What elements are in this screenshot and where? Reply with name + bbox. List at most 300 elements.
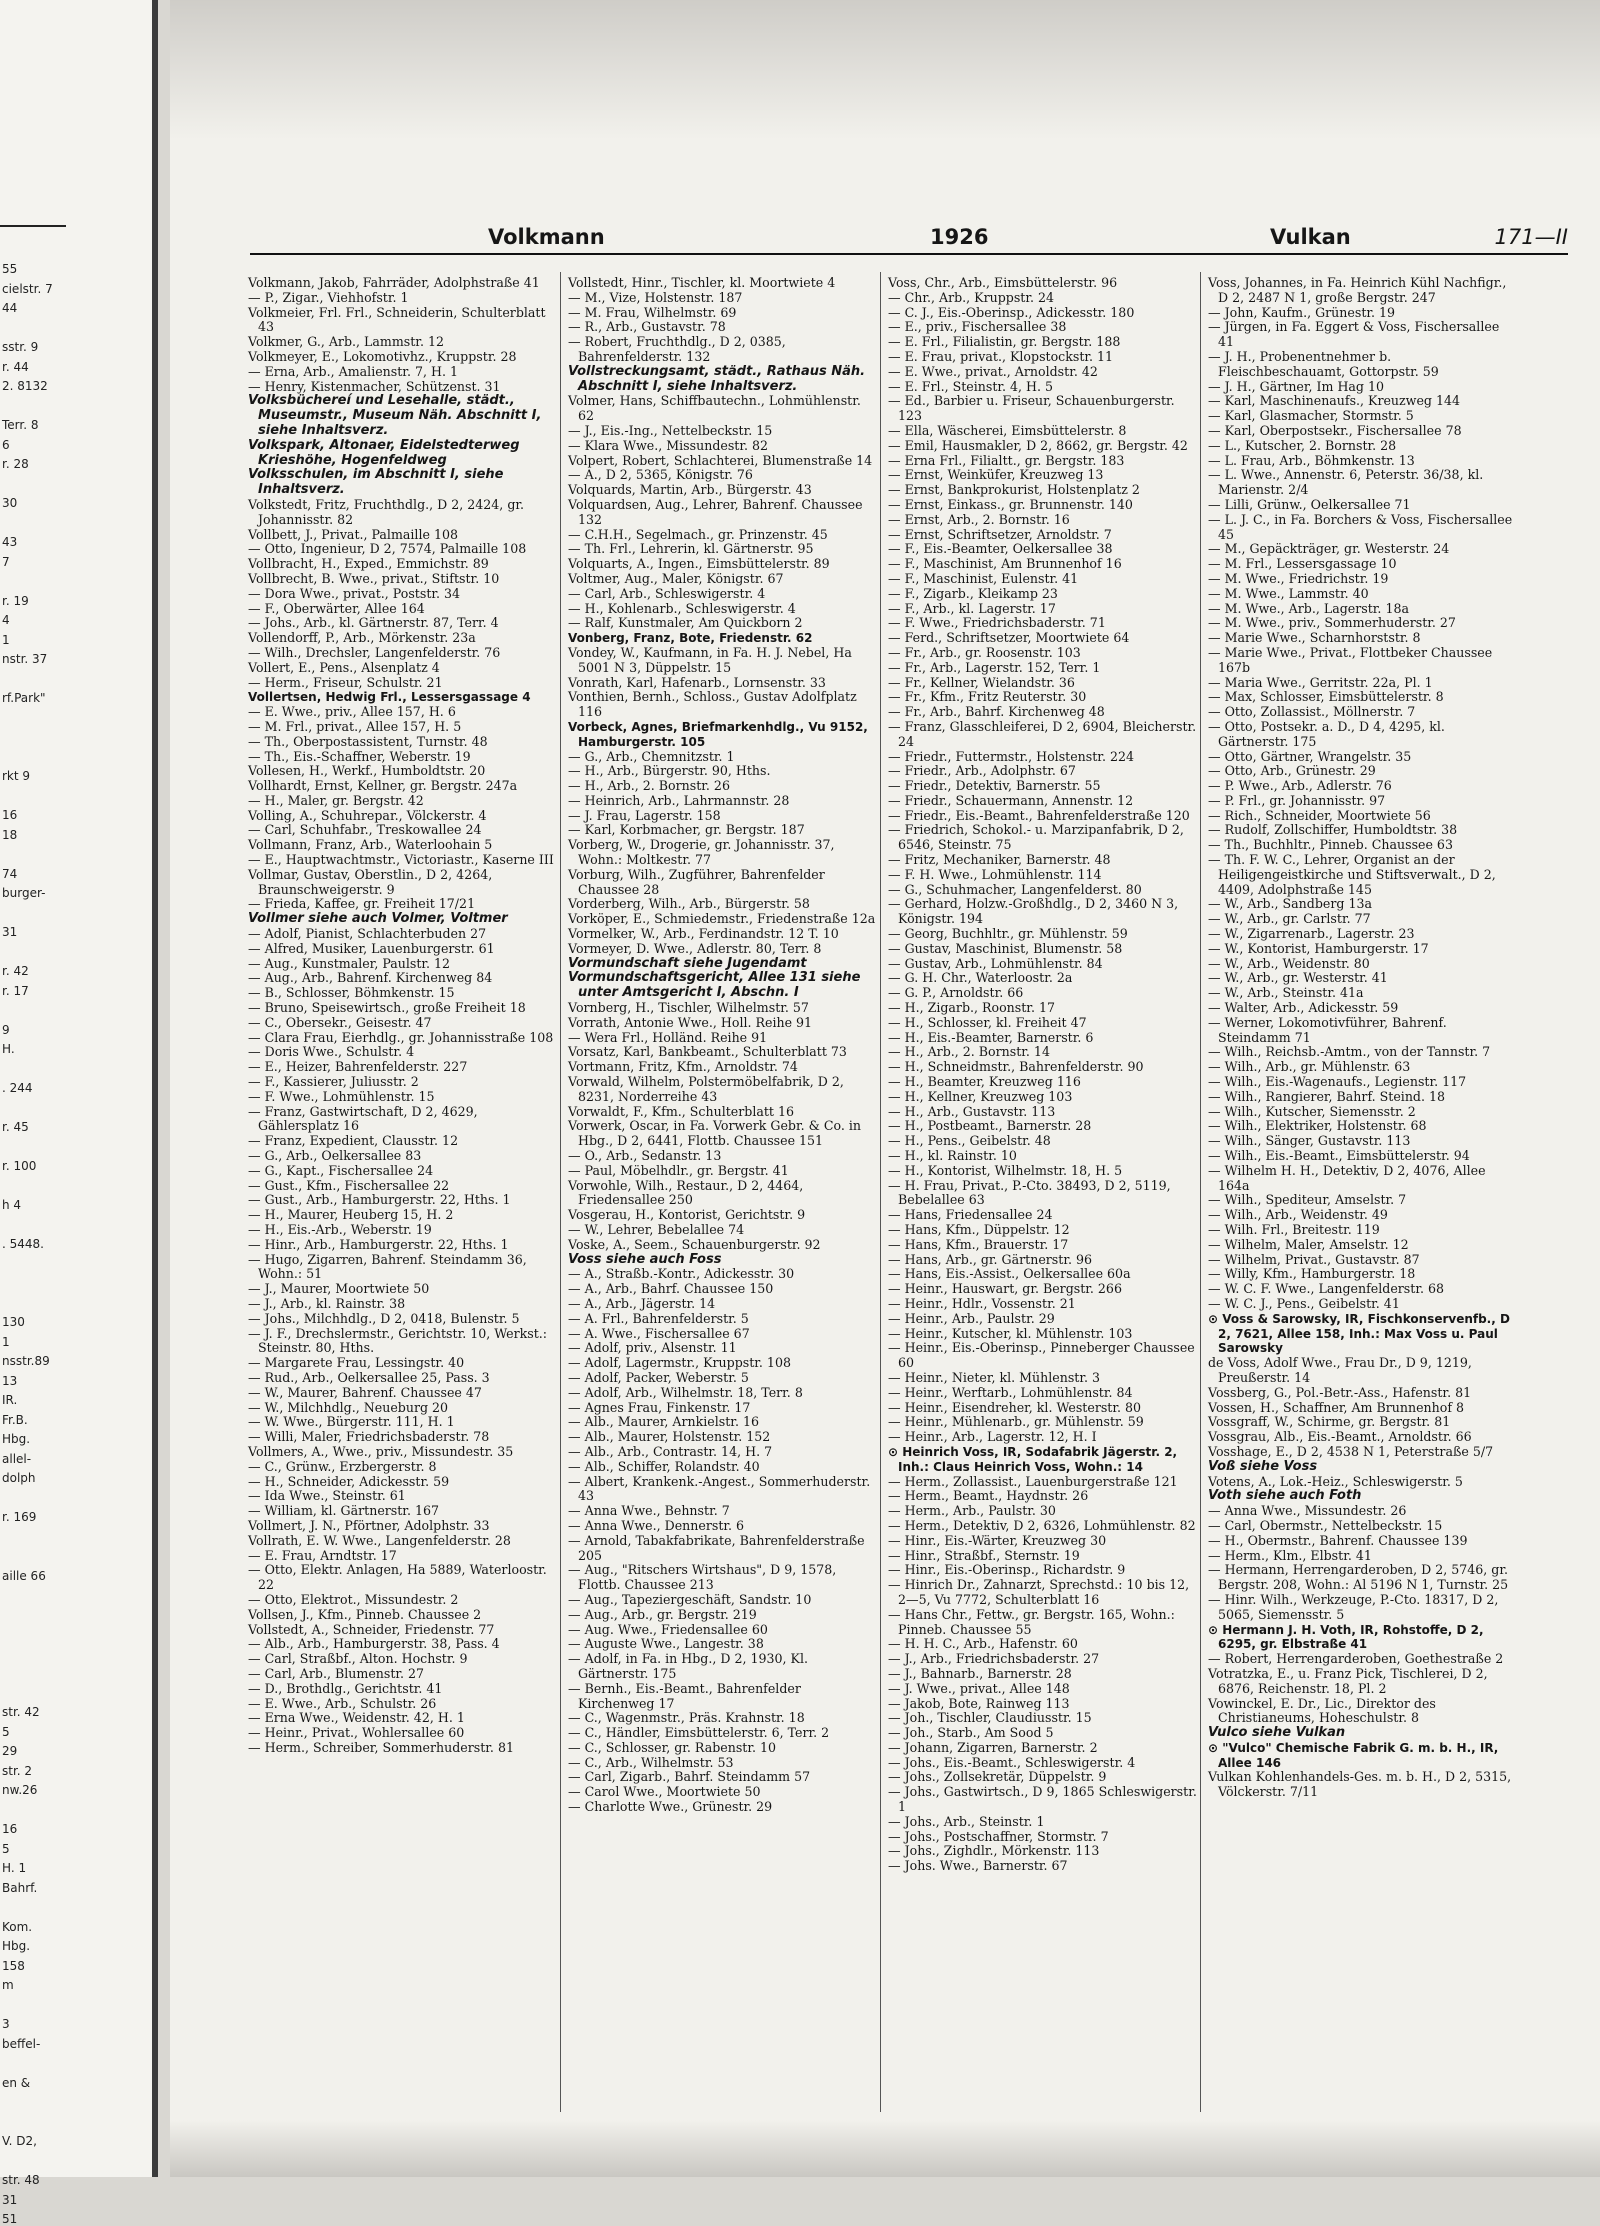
directory-entry: Volquarts, A., Ingen., Eimsbüttelerstr. 89 [568, 556, 830, 572]
directory-entry: — Maria Wwe., Gerritstr. 22a, Pl. 1 [1208, 674, 1433, 690]
directory-entry: ⊙ "Vulco" Chemische Fabrik G. m. b. H., IR, Allee 146 [1208, 1740, 1499, 1770]
directory-entry: — Albert, Krankenk.-Angest., Sommerhuderstr. 43 [568, 1473, 871, 1504]
gutter-fragment: beffel- [2, 2036, 41, 2051]
directory-entry: — Hinr., Eis.-Oberinsp., Richardstr. 9 [888, 1562, 1126, 1578]
directory-entry: — Karl, Korbmacher, gr. Bergstr. 187 [568, 822, 805, 838]
gutter-fragment: 13 [2, 1373, 18, 1388]
directory-entry: — H., Kohlenarb., Schleswigerstr. 4 [568, 600, 796, 616]
directory-entry: — M. Wwe., priv., Sommerhuderstr. 27 [1208, 615, 1456, 631]
directory-entry: — M. Wwe., Arb., Lagerstr. 18a [1208, 600, 1409, 616]
directory-entry: — J. Frau, Lagerstr. 158 [568, 807, 721, 823]
directory-entry: — Doris Wwe., Schulstr. 4 [248, 1044, 415, 1060]
directory-entry: — H., Maurer, Heuberg 15, H. 2 [248, 1207, 454, 1223]
directory-entry: — E. Frau, privat., Klopstockstr. 11 [888, 348, 1114, 364]
directory-entry: Volpert, Robert, Schlachterei, Blumenstraße 14 [568, 452, 873, 468]
directory-entry: Vosgerau, H., Kontorist, Gerichtstr. 9 [568, 1207, 806, 1223]
directory-entry: — Otto, Gärtner, Wrangelstr. 35 [1208, 748, 1412, 764]
directory-entry: Volkspark, Altonaer, Eidelstedterweg Krieshöhe, Hogenfeldweg [248, 437, 520, 468]
directory-entry: — Ernst, Schriftsetzer, Arnoldstr. 7 [888, 526, 1112, 542]
directory-entry: — Heinr., Hauswart, gr. Bergstr. 266 [888, 1281, 1122, 1297]
gutter-fragment: 74 [2, 866, 18, 881]
gutter-fragment: H. 1 [2, 1861, 27, 1875]
directory-entry: — Aug., Arb., Bahrenf. Kirchenweg 84 [248, 970, 493, 986]
directory-entry: — C., Schlosser, gr. Rabenstr. 10 [568, 1739, 777, 1755]
directory-entry: Vorwaldt, F., Kfm., Schulterblatt 16 [568, 1103, 795, 1119]
gutter-fragment: rf.Park" [2, 691, 46, 705]
column-divider [1200, 272, 1201, 2112]
directory-entry: — Ida Wwe., Steinstr. 61 [248, 1488, 406, 1504]
directory-entry: Vorburg, Wilh., Zugführer, Bahrenfelder Chaussee 28 [568, 866, 825, 897]
directory-entry: — H., Schlosser, kl. Freiheit 47 [888, 1014, 1087, 1030]
directory-entry: — Heinr., Mühlenarb., gr. Mühlenstr. 59 [888, 1414, 1144, 1430]
directory-entry: — F., Maschinist, Eulenstr. 41 [888, 570, 1079, 586]
directory-entry: — J. H., Gärtner, Im Hag 10 [1208, 378, 1385, 394]
gutter-fragment: . 5448. [2, 1237, 44, 1251]
directory-entry: — Franz, Gastwirtschaft, D 2, 4629, Gählersplatz 16 [248, 1103, 478, 1134]
directory-entry: Vollmert, J. N., Pförtner, Adolphstr. 33 [248, 1517, 490, 1533]
gutter-fragment: V. D2, [2, 2134, 37, 2148]
directory-entry: — Ernst, Einkass., gr. Brunnenstr. 140 [888, 496, 1133, 512]
gutter-fragment: h 4 [2, 1198, 22, 1212]
directory-entry: — F. Wwe., Friedrichsbaderstr. 71 [888, 615, 1106, 631]
directory-entry: — Erna Wwe., Weidenstr. 42, H. 1 [248, 1710, 465, 1726]
directory-entry: — H. Frau, Privat., P.-Cto. 38493, D 2, 5119, Bebelallee 63 [888, 1177, 1171, 1208]
gutter-fragment: 7 [2, 554, 10, 569]
directory-entry: — G., Schuhmacher, Langenfelderst. 80 [888, 881, 1142, 897]
directory-entry: Volquards, Martin, Arb., Bürgerstr. 43 [568, 482, 812, 498]
directory-entry: — Heinr., Eisendreher, kl. Westerstr. 80 [888, 1399, 1142, 1415]
directory-entry: — Th., Eis.-Schaffner, Weberstr. 19 [248, 748, 471, 764]
directory-entry: — P. Frl., gr. Johannisstr. 97 [1208, 792, 1386, 808]
column-divider [560, 272, 561, 2112]
gutter-fragment: r. 19 [2, 593, 29, 608]
directory-entry: Vorwohle, Wilh., Restaur., D 2, 4464, Friedensallee 250 [568, 1177, 804, 1208]
directory-entry: — Jakob, Bote, Rainweg 113 [888, 1695, 1070, 1711]
directory-entry: Voth siehe auch Foth [1208, 1488, 1362, 1504]
directory-entry: Vondey, W., Kaufmann, in Fa. H. J. Nebel, Ha 5001 N 3, Düppelstr. 15 [568, 644, 852, 675]
directory-entry: — M. Wwe., Friedrichstr. 19 [1208, 570, 1389, 586]
directory-entry: — Wilhelm H. H., Detektiv, D 2, 4076, Allee 164a [1208, 1162, 1486, 1193]
directory-entry: — Aug., Tapeziergeschäft, Sandstr. 10 [568, 1591, 812, 1607]
directory-entry: — M. Frl., Lessersgassage 10 [1208, 556, 1397, 572]
directory-entry: — H., Zigarb., Roonstr. 17 [888, 1000, 1055, 1016]
directory-entry: — Hinr. Wilh., Werkzeuge, P.-Cto. 18317, D 2, 5065, Siemensstr. 5 [1208, 1591, 1499, 1622]
directory-entry: — Wilh. Frl., Breitestr. 119 [1208, 1222, 1380, 1237]
directory-entry: — Fr., Arb., Bahrf. Kirchenweg 48 [888, 704, 1105, 720]
directory-entry: — Aug., Kunstmaler, Paulstr. 12 [248, 955, 451, 971]
directory-entry: — Ralf, Kunstmaler, Am Quickborn 2 [568, 615, 803, 631]
directory-entry: — Herm., Friseur, Schulstr. 21 [248, 674, 443, 690]
directory-entry: Vormundschaft siehe Jugendamt [568, 955, 807, 971]
gutter-fragment: r. 45 [2, 1120, 29, 1134]
gutter-fragment: burger- [2, 886, 46, 900]
directory-entry: Vorköper, E., Schmiedemstr., Friedenstraße 12a [568, 911, 876, 927]
directory-entry: — Heinr., Werftarb., Lohmühlenstr. 84 [888, 1384, 1133, 1400]
gutter-fragment: IR. [2, 1393, 18, 1407]
directory-entry: — Hugo, Zigarren, Bahrenf. Steindamm 36, Wohn.: 51 [248, 1251, 527, 1282]
directory-entry: — P., Zigar., Viehhofstr. 1 [248, 289, 409, 305]
directory-entry: — A., D 2, 5365, Königstr. 76 [568, 467, 753, 483]
directory-entry: Votratzka, E., u. Franz Pick, Tischlerei, D 2, 6876, Reichenstr. 18, Pl. 2 [1208, 1665, 1488, 1696]
directory-entry: — C., Obersekr., Geisestr. 47 [248, 1014, 432, 1030]
directory-entry: — O., Arb., Sedanstr. 13 [568, 1148, 722, 1164]
directory-entry: — Herm., Beamt., Haydnstr. 26 [888, 1488, 1089, 1504]
directory-entry: Vollendorff, P., Arb., Mörkenstr. 23a [248, 630, 476, 646]
directory-entry: — Gerhard, Holzw.-Großhdlg., D 2, 3460 N 3, Königstr. 194 [888, 896, 1179, 927]
directory-entry: — Johs., Arb., kl. Gärtnerstr. 87, Terr. 4 [248, 615, 499, 631]
directory-entry: — E. Wwe., priv., Allee 157, H. 6 [248, 704, 456, 720]
directory-entry: — J., Arb., kl. Rainstr. 38 [248, 1295, 406, 1311]
directory-entry: — Aug., "Ritschers Wirtshaus", D 9, 1578, Flottb. Chaussee 213 [568, 1562, 837, 1593]
directory-entry: — W., Kontorist, Hamburgerstr. 17 [1208, 940, 1429, 956]
gutter-fragment: 29 [2, 1744, 18, 1758]
directory-entry: — Alb., Maurer, Arnkielstr. 16 [568, 1414, 759, 1430]
directory-entry: Voltmer, Aug., Maler, Königstr. 67 [568, 570, 784, 586]
directory-entry: — Johs. Wwe., Barnerstr. 67 [888, 1858, 1068, 1874]
directory-entry: — Wilh., Drechsler, Langenfelderstr. 76 [248, 644, 501, 660]
directory-entry: — C. J., Eis.-Oberinsp., Adickesstr. 180 [888, 304, 1135, 320]
gutter-fragment: Kom. [2, 1919, 33, 1934]
directory-entry: — Franz, Glasschleiferei, D 2, 6904, Bleicherstr. 24 [888, 718, 1197, 749]
directory-entry: — Gustav, Maschinist, Blumenstr. 58 [888, 940, 1123, 956]
directory-entry: — F., Kassierer, Juliusstr. 2 [248, 1074, 419, 1090]
directory-entry: Vossberg, G., Pol.-Betr.-Ass., Hafenstr. 81 [1208, 1384, 1472, 1400]
directory-entry: — Johs., Eis.-Beamt., Schleswigerstr. 4 [888, 1754, 1136, 1770]
directory-entry: — Gustav, Arb., Lohmühlenstr. 84 [888, 955, 1103, 971]
directory-entry: — H., Postbeamt., Barnerstr. 28 [888, 1118, 1092, 1134]
gutter-fragment: r. 17 [2, 983, 29, 998]
directory-entry: — Wera Frl., Holländ. Reihe 91 [568, 1029, 768, 1045]
directory-entry: — B., Schlosser, Böhmkenstr. 15 [248, 985, 455, 1001]
gutter-fragment: 16 [2, 808, 18, 822]
gutter-fragment: r. 44 [2, 359, 29, 374]
directory-entry: — M. Frl., privat., Allee 157, H. 5 [248, 718, 462, 734]
directory-entry: — Johs., Arb., Steinstr. 1 [888, 1813, 1045, 1829]
previous-page-edge [0, 0, 158, 2226]
header-year: 1926 [930, 225, 989, 249]
directory-entry: — F., Maschinist, Am Brunnenhof 16 [888, 556, 1122, 572]
directory-entry: — Alb., Schiffer, Rolandstr. 40 [568, 1458, 760, 1474]
directory-entry: — Lilli, Grünw., Oelkersallee 71 [1208, 496, 1411, 512]
directory-entry: Vossgraff, W., Schirme, gr. Bergstr. 81 [1208, 1414, 1451, 1430]
directory-entry: Vowinckel, E. Dr., Lic., Direktor des Christianeums, Hoheschulstr. 8 [1208, 1695, 1436, 1726]
directory-entry: — E. Wwe., Arb., Schulstr. 26 [248, 1695, 437, 1711]
directory-entry: — Otto, Postsekr. a. D., D 4, 4295, kl. Gärtnerstr. 175 [1208, 718, 1445, 749]
directory-entry: — Werner, Lokomotivführer, Bahrenf. Steindamm 71 [1208, 1014, 1447, 1045]
directory-entry: — Hans, Friedensallee 24 [888, 1207, 1053, 1223]
gutter-fragment: Hbg. [2, 1432, 31, 1446]
directory-entry: — F., Arb., kl. Lagerstr. 17 [888, 600, 1056, 616]
directory-entry: Vorrath, Antonie Wwe., Holl. Reihe 91 [568, 1014, 813, 1030]
directory-entry: — Carol Wwe., Moortwiete 50 [568, 1784, 761, 1800]
directory-entry: — Friedr., Futtermstr., Holstenstr. 224 [888, 748, 1134, 764]
directory-entry: Vosshage, E., D 2, 4538 N 1, Peterstraße 5/7 [1208, 1443, 1494, 1459]
directory-entry: — Friedr., Arb., Adolphstr. 67 [888, 763, 1076, 779]
directory-entry: — Ernst, Bankprokurist, Holstenplatz 2 [888, 482, 1140, 498]
directory-entry: — E., Heizer, Bahrenfelderstr. 227 [248, 1059, 468, 1075]
directory-entry: — Karl, Maschinenaufs., Kreuzweg 144 [1208, 393, 1461, 409]
directory-entry: — Th., Oberpostassistent, Turnstr. 48 [248, 733, 488, 749]
directory-entry: Vollstedt, Hinr., Tischler, kl. Moortwiete 4 [568, 275, 836, 290]
directory-entry: Vollbracht, H., Exped., Emmichstr. 89 [248, 556, 489, 572]
gutter-fragment: 2. 8132 [2, 379, 48, 393]
directory-entry: — R., Arb., Gustavstr. 78 [568, 319, 726, 335]
gutter-fragment: str. 42 [2, 1705, 40, 1719]
directory-entry: — Hermann, Herrengarderoben, D 2, 5746, gr. Bergstr. 208, Wohn.: Al 5196 N 1, Turnstr. 25 [1208, 1562, 1509, 1593]
directory-entry: — Adolf, in Fa. in Hbg., D 2, 1930, Kl. Gärtnerstr. 175 [568, 1651, 808, 1681]
directory-entry: Vorderberg, Wilh., Arb., Bürgerstr. 58 [568, 896, 810, 912]
directory-entry: — Robert, Fruchthdlg., D 2, 0385, Bahrenfelderstr. 132 [568, 334, 786, 364]
directory-entry: — J. Wwe., privat., Allee 148 [888, 1680, 1070, 1696]
directory-entry: — Adolf, priv., Alsenstr. 11 [568, 1340, 737, 1356]
directory-entry: — Alb., Arb., Hamburgerstr. 38, Pass. 4 [248, 1636, 500, 1652]
directory-entry: — H. H. C., Arb., Hafenstr. 60 [888, 1636, 1078, 1652]
directory-entry: Vollhardt, Ernst, Kellner, gr. Bergstr. 247a [248, 778, 518, 794]
directory-entry: ⊙ Hermann J. H. Voth, IR, Rohstoffe, D 2, 6295, gr. Elbstraße 41 [1208, 1622, 1484, 1652]
gutter-fragment: 51 [2, 2212, 18, 2226]
directory-entry: — M., Vize, Holstenstr. 187 [568, 289, 743, 305]
directory-entry: — Bernh., Eis.-Beamt., Bahrenfelder Kirchenweg 17 [568, 1680, 801, 1711]
gutter-fragment: Terr. 8 [2, 418, 39, 432]
directory-entry: — Carl, Zigarb., Bahrf. Steindamm 57 [568, 1769, 811, 1785]
directory-entry: — Anna Wwe., Missundestr. 26 [1208, 1503, 1407, 1519]
directory-entry: — J., Bahnarb., Barnerstr. 28 [888, 1665, 1072, 1681]
directory-entry: — Max, Schlosser, Eimsbüttelerstr. 8 [1208, 689, 1444, 705]
gutter-fragment: str. 48 [2, 2173, 40, 2187]
directory-entry: — Anna Wwe., Dennerstr. 6 [568, 1517, 745, 1533]
directory-entry: — Chr., Arb., Kruppstr. 24 [888, 289, 1055, 305]
directory-entry: — L. Wwe., Annenstr. 6, Peterstr. 36/38, kl. Marienstr. 2/4 [1208, 467, 1484, 498]
directory-entry: Vormelker, W., Arb., Ferdinandstr. 12 T. 10 [568, 926, 839, 942]
directory-entry: — Otto, Ingenieur, D 2, 7574, Palmaille 108 [248, 541, 527, 557]
directory-entry: — H., Arb., 2. Bornstr. 26 [568, 778, 730, 794]
directory-entry: — E. Wwe., privat., Arnoldstr. 42 [888, 363, 1098, 379]
directory-entry: — Wilh., Arb., Weidenstr. 49 [1208, 1207, 1388, 1223]
directory-entry: — M. Wwe., Lammstr. 40 [1208, 585, 1369, 601]
directory-entry: — Erna, Arb., Amalienstr. 7, H. 1 [248, 363, 458, 379]
column-divider [880, 272, 881, 2112]
directory-entry: Volkmeyer, E., Lokomotivhz., Kruppstr. 28 [248, 348, 517, 364]
gutter-fragment: 130 [2, 1315, 25, 1329]
directory-entry: — Heinr., Hdlr., Vossenstr. 21 [888, 1295, 1076, 1311]
directory-entry: Vollertsen, Hedwig Frl., Lessersgassage 4 [248, 690, 531, 705]
directory-entry: — H., Maler, gr. Bergstr. 42 [248, 792, 424, 808]
gutter-fragment: aille 66 [2, 1568, 46, 1583]
directory-entry: — W. C. F. Wwe., Langenfelderstr. 68 [1208, 1281, 1444, 1297]
gutter-fragment: 9 [2, 1022, 10, 1037]
directory-entry: — Heinrich, Arb., Lahrmannstr. 28 [568, 792, 790, 808]
directory-entry: — Georg, Buchhltr., gr. Mühlenstr. 59 [888, 926, 1128, 942]
directory-entry: Vollmann, Franz, Arb., Waterloohain 5 [248, 837, 493, 853]
directory-entry: — Karl, Glasmacher, Stormstr. 5 [1208, 408, 1414, 424]
directory-entry: Vonrath, Karl, Hafenarb., Lornsenstr. 33 [568, 674, 826, 690]
directory-entry: — A. Wwe., Fischersallee 67 [568, 1325, 750, 1341]
directory-entry: — Hans, Eis.-Assist., Oelkersallee 60a [888, 1266, 1131, 1282]
gutter-fragment: 43 [2, 535, 18, 549]
directory-entry: — F. H. Wwe., Lohmühlenstr. 114 [888, 866, 1102, 882]
gutter-fragment: r. 169 [2, 1510, 37, 1524]
directory-entry: Vorberg, W., Drogerie, gr. Johannisstr. 37, Wohn.: Moltkestr. 77 [568, 837, 835, 868]
directory-entry: Volksbüchereí und Lesehalle, städt., Museumstr., Museum Näh. Abschnitt I, siehe Inhaltsverz. [248, 393, 542, 438]
directory-entry: — Hans, Kfm., Düppelstr. 12 [888, 1222, 1070, 1237]
gutter-fragment: 55 [2, 262, 18, 276]
directory-entry: — D., Brothdlg., Gerichtstr. 41 [248, 1680, 443, 1696]
directory-entry: Vormeyer, D. Wwe., Adlerstr. 80, Terr. 8 [568, 940, 822, 956]
directory-entry: — G. H. Chr., Waterloostr. 2a [888, 970, 1073, 986]
page-number: 171—II [1494, 225, 1568, 249]
gutter-fragment: m [2, 1978, 14, 1992]
directory-entry: — H., Eis.-Arb., Weberstr. 19 [248, 1222, 432, 1237]
directory-entry: — Friedr., Schauermann, Annenstr. 12 [888, 792, 1134, 808]
directory-entry: — H., Arb., 2. Bornstr. 14 [888, 1044, 1050, 1060]
directory-entry: — Rich., Schneider, Moortwiete 56 [1208, 807, 1431, 823]
directory-entry: — Wilhelm, Maler, Amselstr. 12 [1208, 1236, 1409, 1252]
gutter-fragment: 18 [2, 827, 18, 842]
directory-entry: — Aug. Wwe., Friedensallee 60 [568, 1621, 768, 1637]
directory-entry: — Otto, Zollassist., Möllnerstr. 7 [1208, 704, 1416, 720]
directory-entry: — Klara Wwe., Missundestr. 82 [568, 437, 769, 453]
directory-entry: Volkmeier, Frl. Frl., Schneiderin, Schulterblatt 43 [248, 304, 546, 335]
directory-entry: — Willi, Maler, Friedrichsbaderstr. 78 [248, 1429, 490, 1445]
directory-entry: — H., Kontorist, Wilhelmstr. 18, H. 5 [888, 1162, 1123, 1178]
directory-entry: — Carl, Schuhfabr., Treskowallee 24 [248, 822, 482, 838]
gutter-fragment: 5 [2, 1724, 10, 1739]
directory-entry: — G., Kapt., Fischersallee 24 [248, 1162, 434, 1178]
directory-entry: — Otto, Elektr. Anlagen, Ha 5889, Waterloostr. 22 [248, 1562, 547, 1593]
directory-entry: — W., Lehrer, Bebelallee 74 [568, 1222, 745, 1237]
directory-column-2 [568, 276, 878, 2116]
directory-entry: — Johs., Postschaffner, Stormstr. 7 [888, 1828, 1109, 1844]
directory-entry: — Fr., Kellner, Wielandstr. 36 [888, 674, 1075, 690]
directory-entry: — Wilh., Spediteur, Amselstr. 7 [1208, 1192, 1407, 1208]
directory-entry: — J., Arb., Friedrichsbaderstr. 27 [888, 1651, 1100, 1667]
directory-entry: Volling, A., Schuhrepar., Völckerstr. 4 [248, 807, 487, 823]
gutter-fragment: r. 100 [2, 1159, 37, 1173]
directory-entry: Vollmer siehe auch Volmer, Voltmer [248, 911, 508, 927]
gutter-fragment: 16 [2, 1822, 18, 1836]
directory-entry: — Hinr., Arb., Hamburgerstr. 22, Hths. 1 [248, 1236, 509, 1252]
directory-entry: — Friedr., Detektiv, Barnerstr. 55 [888, 778, 1101, 794]
directory-entry: — Wilh., Kutscher, Siemensstr. 2 [1208, 1103, 1416, 1119]
directory-entry: Vulkan Kohlenhandels-Ges. m. b. H., D 2, 5315, Völckerstr. 7/11 [1208, 1769, 1512, 1800]
gutter-fragment: nw.26 [2, 1783, 38, 1797]
directory-entry: Vollesen, H., Werkf., Humboldtstr. 20 [248, 763, 486, 779]
directory-entry: Vossen, H., Schaffner, Am Brunnenhof 8 [1208, 1399, 1465, 1415]
directory-entry: — Hans Chr., Fettw., gr. Bergstr. 165, Wohn.: Pinneb. Chaussee 55 [888, 1606, 1175, 1637]
gutter-rule [0, 225, 66, 227]
directory-entry: — Carl, Straßbf., Alton. Hochstr. 9 [248, 1651, 468, 1667]
directory-entry: — Fr., Kfm., Fritz Reuterstr. 30 [888, 689, 1087, 705]
gutter-fragment: nsstr.89 [2, 1354, 50, 1368]
directory-entry: — H., kl. Rainstr. 10 [888, 1148, 1017, 1164]
directory-entry: — Wilh., Eis.-Wagenaufs., Legienstr. 117 [1208, 1074, 1467, 1090]
directory-entry: — G., Arb., Chemnitzstr. 1 [568, 748, 735, 764]
directory-entry: — Franz, Expedient, Clausstr. 12 [248, 1133, 459, 1149]
directory-entry: — Jürgen, in Fa. Eggert & Voss, Fischersallee 41 [1208, 319, 1500, 350]
directory-entry: Voske, A., Seem., Schauenburgerstr. 92 [568, 1236, 821, 1252]
directory-entry: — Rud., Arb., Oelkersallee 25, Pass. 3 [248, 1369, 490, 1385]
directory-entry: — Auguste Wwe., Langestr. 38 [568, 1636, 764, 1652]
directory-entry: — C., Wagenmstr., Präs. Krahnstr. 18 [568, 1710, 805, 1726]
directory-entry: — Charlotte Wwe., Grünestr. 29 [568, 1799, 773, 1815]
directory-entry: — C.H.H., Segelmach., gr. Prinzenstr. 45 [568, 526, 828, 542]
directory-entry: — L. Frau, Arb., Böhmkenstr. 13 [1208, 452, 1415, 468]
directory-column-3 [888, 276, 1198, 2116]
directory-entry: — Carl, Arb., Schleswigerstr. 4 [568, 585, 766, 601]
directory-entry: — Ferd., Schriftsetzer, Moortwiete 64 [888, 630, 1130, 646]
directory-entry: — W. Wwe., Bürgerstr. 111, H. 1 [248, 1414, 455, 1430]
directory-entry: — Heinr., Arb., Paulstr. 29 [888, 1310, 1055, 1326]
directory-entry: — M. Frau, Wilhelmstr. 69 [568, 304, 737, 320]
directory-entry: — A., Arb., Jägerstr. 14 [568, 1295, 716, 1311]
directory-entry: — W., Arb., Steinstr. 41a [1208, 985, 1364, 1001]
directory-entry: — Hinr., Straßbf., Sternstr. 19 [888, 1547, 1080, 1563]
directory-entry: — Th. F. W. C., Lehrer, Organist an der Heiligengeistkirche und Stiftsverwalt., D 2, 4409, Adolphstraße 145 [1208, 852, 1496, 897]
gutter-fragment: str. 2 [2, 1763, 33, 1778]
directory-entry: Vorwerk, Oscar, in Fa. Vorwerk Gebr. & Co. in Hbg., D 2, 6441, Flottb. Chaussee 151 [568, 1118, 861, 1149]
directory-entry: — E. Frl., Filialistin, gr. Bergstr. 188 [888, 334, 1121, 350]
directory-entry: — Hans, Kfm., Brauerstr. 17 [888, 1236, 1069, 1252]
directory-entry: — Otto, Elektrot., Missundestr. 2 [248, 1591, 459, 1607]
directory-entry: Vollrath, E. W. Wwe., Langenfelderstr. 28 [248, 1532, 511, 1548]
directory-entry: Vollbett, J., Privat., Palmaille 108 [248, 526, 458, 542]
directory-entry: — Karl, Oberpostsekr., Fischersallee 78 [1208, 422, 1462, 438]
directory-entry: — Th. Frl., Lehrerin, kl. Gärtnerstr. 95 [568, 541, 814, 557]
directory-entry: — G. P., Arnoldstr. 66 [888, 985, 1024, 1001]
directory-entry: Votens, A., Lok.-Heiz., Schleswigerstr. 5 [1208, 1473, 1463, 1489]
directory-entry: — Heinr., Eis.-Oberinsp., Pinneberger Chaussee 60 [888, 1340, 1195, 1371]
directory-entry: Vollmers, A., Wwe., priv., Missundestr. 35 [248, 1443, 514, 1459]
directory-entry: — Joh., Starb., Am Sood 5 [888, 1725, 1054, 1741]
directory-entry: Vortmann, Fritz, Kfm., Arnoldstr. 74 [568, 1059, 798, 1075]
directory-entry: — H., Arb., Bürgerstr. 90, Hths. [568, 763, 771, 779]
directory-entry: — Wilh., Eis.-Beamt., Eimsbüttelerstr. 94 [1208, 1148, 1470, 1164]
directory-entry: — L., Kutscher, 2. Bornstr. 28 [1208, 437, 1397, 453]
directory-entry: — Friedr., Eis.-Beamt., Bahrenfelderstraße 120 [888, 807, 1190, 823]
gutter-fragment: 31 [2, 2192, 18, 2207]
directory-entry: — Gust., Arb., Hamburgerstr. 22, Hths. 1 [248, 1192, 511, 1208]
directory-entry: — A., Straßb.-Kontr., Adickesstr. 30 [568, 1266, 795, 1282]
directory-entry: — Johs., Milchhdlg., D 2, 0418, Bulenstr. 5 [248, 1310, 520, 1326]
directory-entry: Vornberg, H., Tischler, Wilhelmstr. 57 [568, 1000, 809, 1016]
directory-entry: — Dora Wwe., privat., Poststr. 34 [248, 585, 461, 601]
directory-entry: — Wilh., Reichsb.-Amtm., von der Tannstr. 7 [1208, 1044, 1491, 1060]
directory-entry: — Robert, Herrengarderoben, Goethestraße 2 [1208, 1651, 1504, 1667]
header-first-name: Volkmann [488, 225, 605, 249]
directory-entry: — Margarete Frau, Lessingstr. 40 [248, 1355, 465, 1371]
directory-entry: Vonthien, Bernh., Schloss., Gustav Adolfplatz 116 [568, 689, 857, 720]
directory-entry: — Carl, Obermstr., Nettelbeckstr. 15 [1208, 1517, 1443, 1533]
gutter-fragment: r. 28 [2, 457, 29, 471]
directory-entry: Vorwald, Wilhelm, Polstermöbelfabrik, D 2, 8231, Norderreihe 43 [568, 1074, 844, 1104]
directory-entry: — Th., Buchhltr., Pinneb. Chaussee 63 [1208, 837, 1453, 853]
directory-entry: — Ernst, Arb., 2. Bornstr. 16 [888, 511, 1070, 527]
directory-entry: — Friedrich, Schokol.- u. Marzipanfabrik, D 2, 6546, Steinstr. 75 [888, 822, 1184, 853]
directory-entry: — Erna Frl., Filialtt., gr. Bergstr. 183 [888, 452, 1125, 468]
gutter-fragment: cielstr. 7 [2, 281, 53, 296]
directory-entry: — Joh., Tischler, Claudiusstr. 15 [888, 1710, 1092, 1726]
directory-entry: — Ed., Barbier u. Friseur, Schauenburgerstr. 123 [888, 393, 1175, 424]
directory-entry: — Carl, Arb., Blumenstr. 27 [248, 1665, 425, 1681]
directory-entry: — C., Händler, Eimsbüttelerstr. 6, Terr. 2 [568, 1725, 830, 1741]
directory-entry: — F. Wwe., Lohmühlenstr. 15 [248, 1088, 435, 1104]
directory-entry: Vollmar, Gustav, Oberstlin., D 2, 4264, Braunschweigerstr. 9 [248, 866, 493, 897]
directory-entry: Vorbeck, Agnes, Briefmarkenhdlg., Vu 9152, Hamburgerstr. 105 [568, 719, 868, 749]
directory-entry: — Bruno, Speisewirtsch., große Freiheit 18 [248, 1000, 526, 1016]
directory-entry: — H., Pens., Geibelstr. 48 [888, 1133, 1051, 1149]
directory-entry: Volkmann, Jakob, Fahrräder, Adolphstraße 41 [248, 275, 540, 290]
directory-entry: — F., Oberwärter, Allee 164 [248, 600, 425, 616]
